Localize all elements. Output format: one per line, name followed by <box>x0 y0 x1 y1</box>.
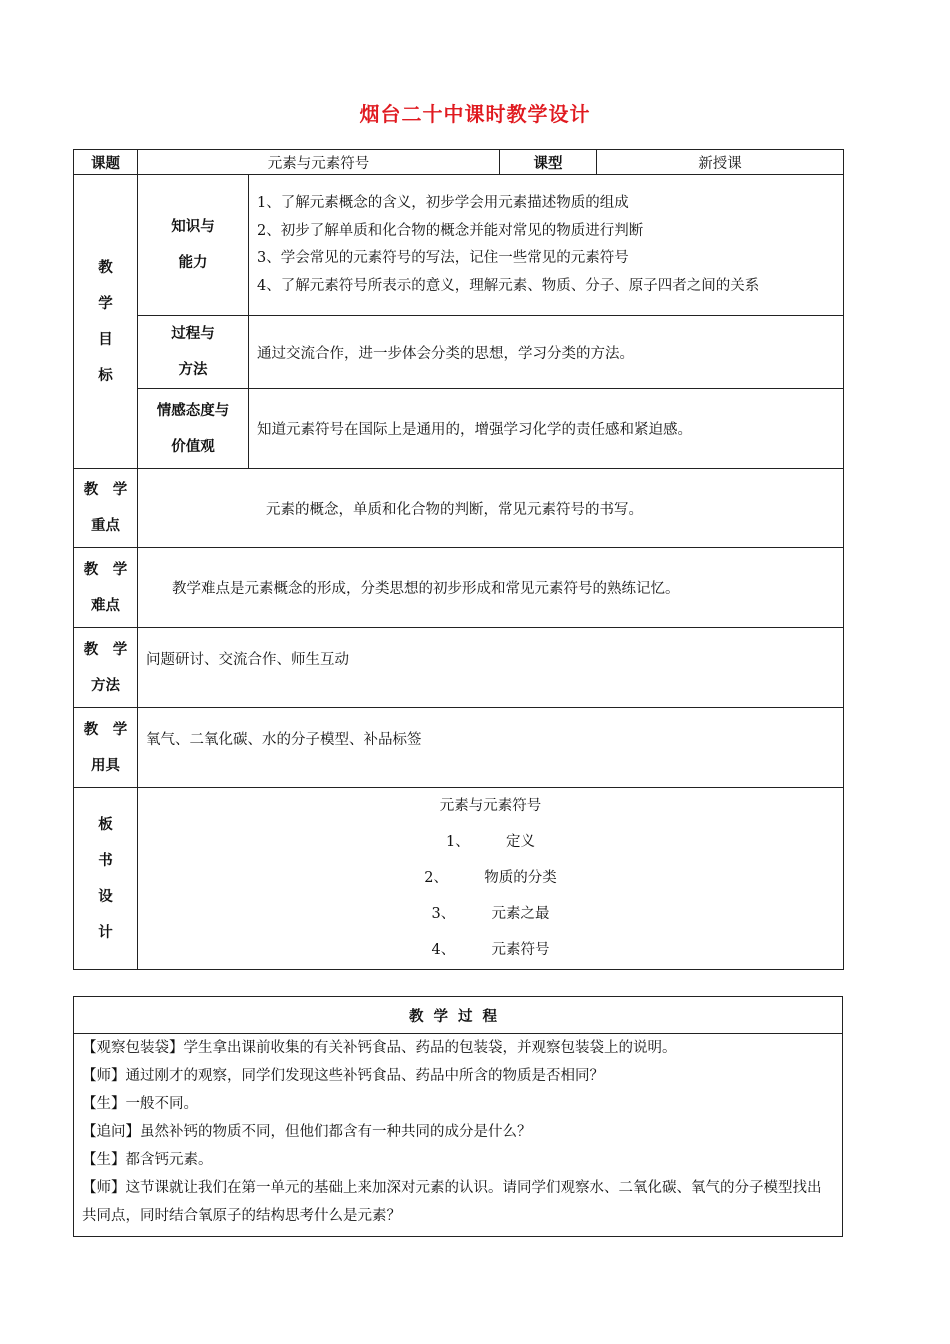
type-label: 课型 <box>500 150 597 175</box>
process-method-label: 过程与 方法 <box>138 316 249 389</box>
lesson-plan-table <box>73 149 844 970</box>
difficulties-label: 教 学 难点 <box>74 548 138 628</box>
difficulties-text: 教学难点是元素概念的形成，分类思想的初步形成和常见元素符号的熟练记忆。 <box>138 548 844 628</box>
process-line: 【追问】虽然补钙的物质不同，但他们都含有一种共同的成分是什么？ <box>82 1124 532 1140</box>
board-label: 板 书 设 计 <box>74 788 138 970</box>
knowledge-item: 3、学会常见的元素符号的写法，记住一些常见的元素符号 <box>257 250 629 266</box>
type-value: 新授课 <box>597 150 844 175</box>
knowledge-item: 4、了解元素符号所表示的意义，理解元素、物质、分子、原子四者之间的关系 <box>257 277 760 294</box>
key-points-text: 元素的概念，单质和化合物的判断，常见元素符号的书写。 <box>138 469 844 548</box>
board-design <box>138 788 844 970</box>
process-line: 【观察包装袋】学生拿出课前收集的有关补钙食品、药品的包装袋，并观察包装袋上的说明。 <box>82 1040 677 1056</box>
knowledge-items <box>249 175 844 316</box>
process-line: 【生】一般不同。 <box>82 1096 198 1112</box>
objectives-label: 教 学 目 标 <box>74 175 138 469</box>
board-item: 2、 物质的分类 <box>424 870 557 886</box>
document-title: 烟台二十中课时教学设计 <box>359 102 591 126</box>
tools-text: 氧气、二氧化碳、水的分子模型、补品标签 <box>138 708 844 788</box>
knowledge-label: 知识与 能力 <box>138 175 249 316</box>
process-method-text: 通过交流合作，进一步体会分类的思想，学习分类的方法。 <box>249 316 844 389</box>
process-line: 【生】都含钙元素。 <box>82 1152 213 1168</box>
topic-value: 元素与元素符号 <box>138 150 500 175</box>
emotion-text: 知道元素符号在国际上是通用的，增强学习化学的责任感和紧迫感。 <box>249 389 844 469</box>
teaching-process-table <box>73 996 843 1237</box>
knowledge-item: 1、了解元素概念的含义，初步学会用元素描述物质的组成 <box>257 195 629 211</box>
methods-label: 教 学 方法 <box>74 628 138 708</box>
process-line: 【师】这节课就让我们在第一单元的基础上来加深对元素的认识。请同学们观察水、二氧化碳、氧气的分子模型找出共同点，同时结合氧原子的结构思考什么是元素？ <box>82 1180 822 1224</box>
emotion-label: 情感态度与 价值观 <box>138 389 249 469</box>
board-item: 4、 元素符号 <box>431 942 550 958</box>
board-title: 元素与元素符号 <box>439 798 542 814</box>
board-item: 1、 定义 <box>446 834 535 850</box>
process-line: 【师】通过刚才的观察，同学们发现这些补钙食品、药品中所含的物质是否相同？ <box>82 1068 604 1084</box>
knowledge-item: 2、初步了解单质和化合物的概念并能对常见的物质进行判断 <box>257 222 644 239</box>
process-body <box>74 1034 843 1237</box>
tools-label: 教 学 用具 <box>74 708 138 788</box>
key-points-label: 教 学 重点 <box>74 469 138 548</box>
topic-label: 课题 <box>74 150 138 175</box>
board-item: 3、 元素之最 <box>431 906 550 922</box>
methods-text: 问题研讨、交流合作、师生互动 <box>138 628 844 708</box>
process-heading: 教学过程 <box>74 997 843 1034</box>
